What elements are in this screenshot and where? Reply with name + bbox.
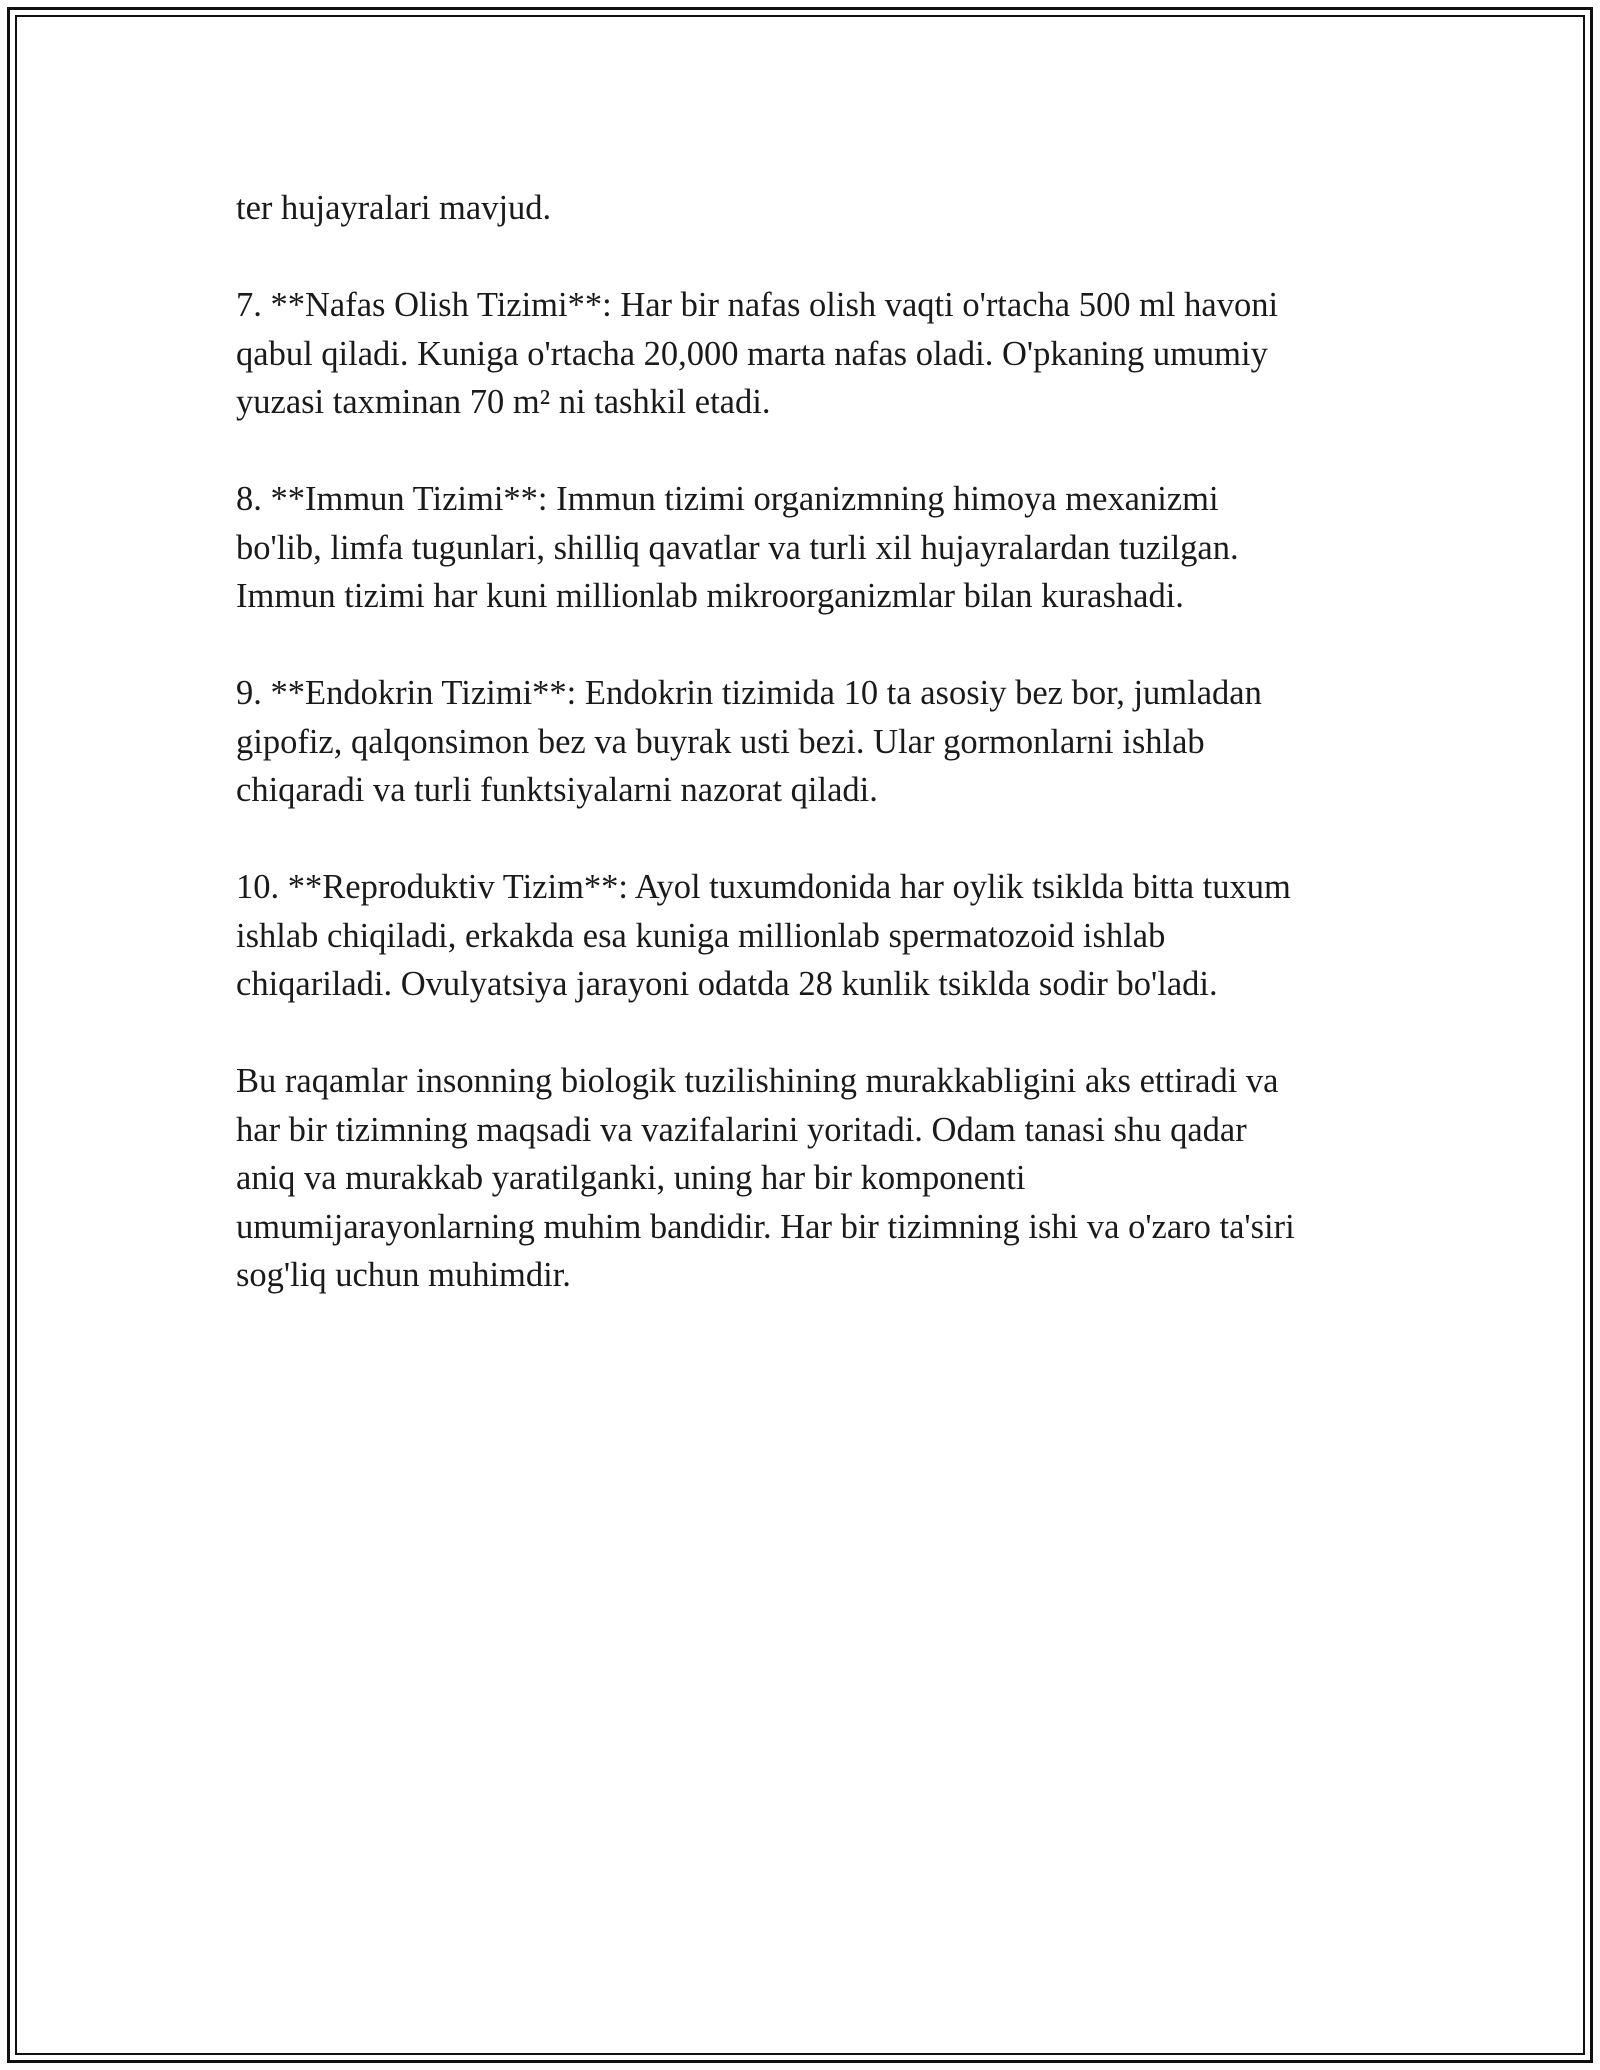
paragraph-conclusion <box>236 1057 1386 1300</box>
text-line: 9. **Endokrin Tizimi**: Endokrin tizimida 10 ta asosiy bez bor, jumladan <box>236 674 1262 712</box>
text-line: aniq va murakkab yaratilganki, uning har bir komponenti <box>236 1159 1026 1197</box>
text-line: yuzasi taxminan 70 m² ni tashkil etadi. <box>236 383 771 421</box>
text-line: bo'lib, limfa tugunlari, shilliq qavatlar va turli xil hujayralardan tuzilgan. <box>236 528 1239 567</box>
paragraph-reproductive-system <box>236 863 1386 1009</box>
paragraph-immune-system <box>236 475 1386 621</box>
text-line: 10. **Reproduktiv Tizim**: Ayol tuxumdonida har oylik tsiklda bitta tuxum <box>236 868 1291 906</box>
paragraph-respiratory-system <box>236 281 1386 427</box>
text-line: umumijarayonlarning muhim bandidir. Har bir tizimning ishi va o'zaro ta'siri <box>236 1207 1295 1246</box>
text-line: 7. **Nafas Olish Tizimi**: Har bir nafas olish vaqti o'rtacha 500 ml havoni <box>236 286 1279 324</box>
text-line: chiqaradi va turli funktsiyalarni nazorat qiladi. <box>236 771 878 809</box>
text-line: Bu raqamlar insonning biologik tuzilishining murakkabligini aks ettiradi va <box>236 1062 1279 1100</box>
text-line: ishlab chiqiladi, erkakda esa kuniga millionlab spermatozoid ishlab <box>236 916 1166 955</box>
text-line: 8. **Immun Tizimi**: Immun tizimi organizmning himoya mexanizmi <box>236 480 1219 518</box>
text-line: Immun tizimi har kuni millionlab mikroorganizmlar bilan kurashadi. <box>236 577 1184 615</box>
document-body <box>236 184 1386 1348</box>
text-line: chiqariladi. Ovulyatsiya jarayoni odatda 28 kunlik tsiklda sodir bo'ladi. <box>236 965 1218 1003</box>
paragraph-intro-fragment <box>236 184 1386 233</box>
text-line: qabul qiladi. Kuniga o'rtacha 20,000 marta nafas oladi. O'pkaning umumiy <box>236 334 1268 373</box>
text-line: har bir tizimning maqsadi va vazifalarini yoritadi. Odam tanasi shu qadar <box>236 1110 1247 1149</box>
text-line: gipofiz, qalqonsimon bez va buyrak usti bezi. Ular gormonlarni ishlab <box>236 722 1205 761</box>
text-line: ter hujayralari mavjud. <box>236 189 552 227</box>
text-line: sog'liq uchun muhimdir. <box>236 1256 571 1294</box>
paragraph-endocrine-system <box>236 669 1386 815</box>
